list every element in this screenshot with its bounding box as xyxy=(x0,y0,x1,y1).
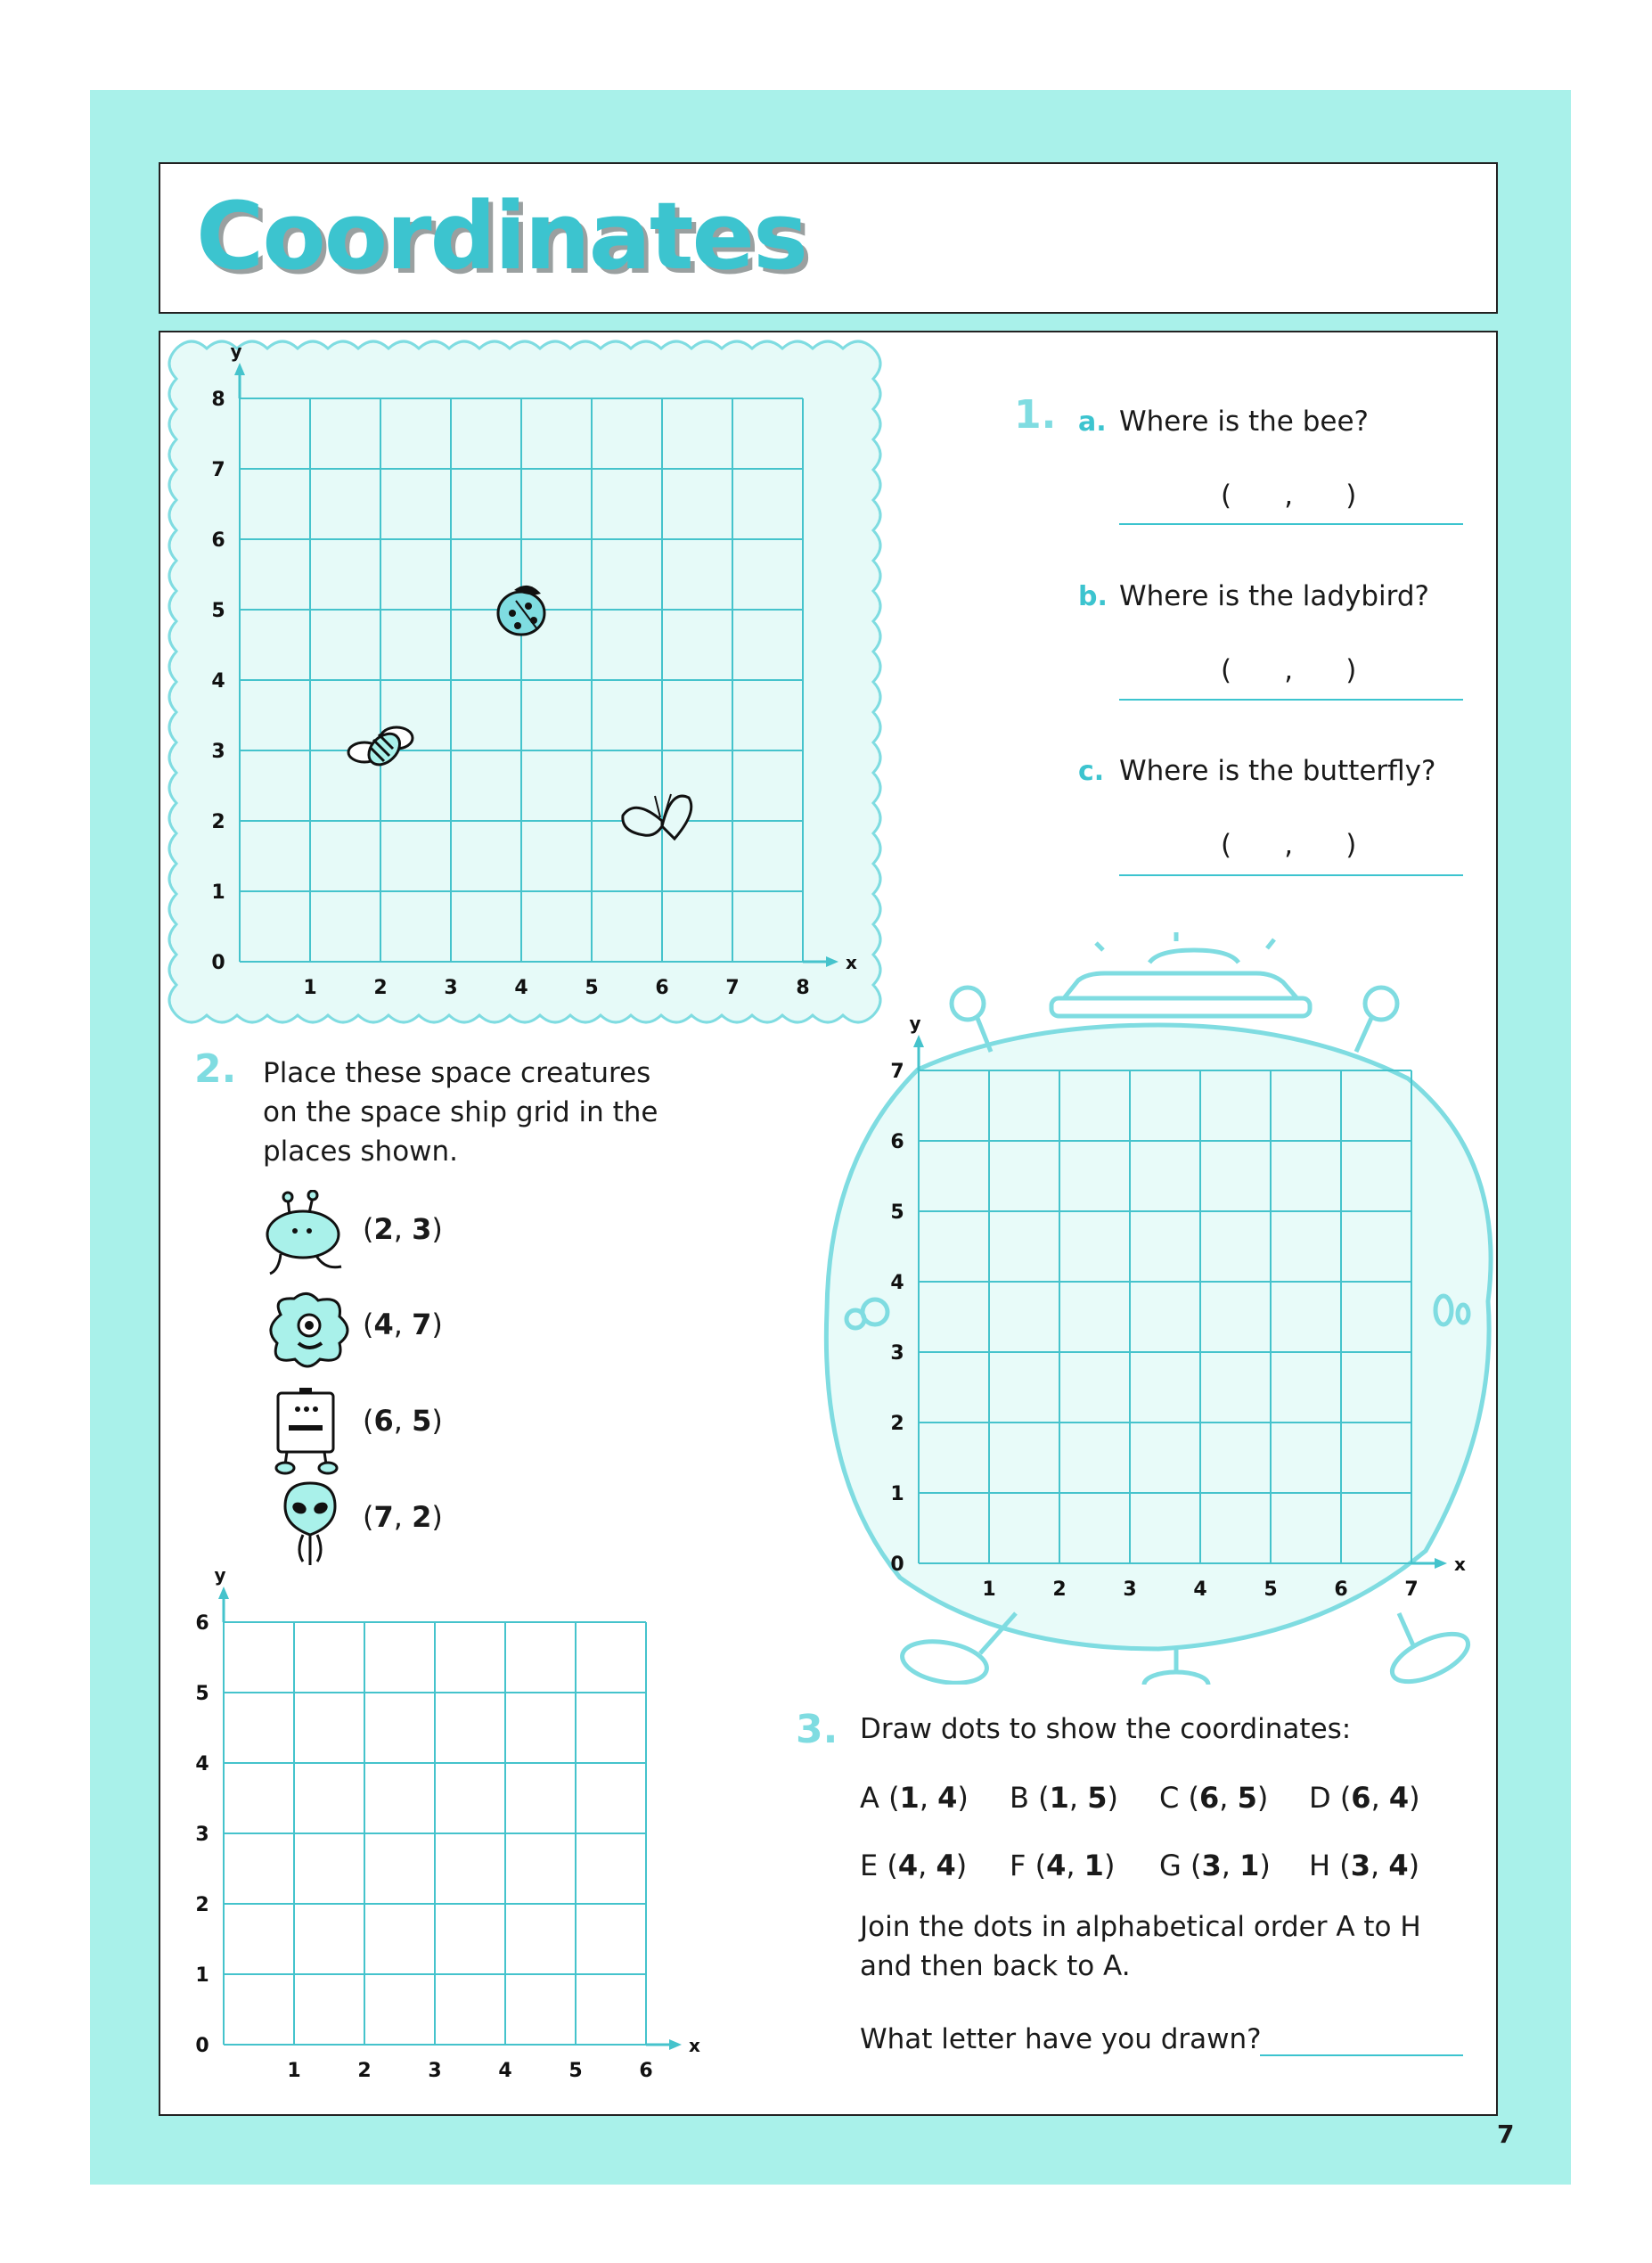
grid2-x-arrow xyxy=(1435,1558,1447,1569)
title-box xyxy=(159,162,1498,314)
grid2-x-tick: 7 xyxy=(1404,1578,1419,1601)
grid3-x-arrow xyxy=(669,2039,682,2050)
grid3-y-tick: 1 xyxy=(195,1964,209,1987)
q2-text-line3: places shown. xyxy=(263,1136,459,1168)
grid2-y-tick: 7 xyxy=(890,1061,904,1083)
q1c-answer: ( , ) xyxy=(1221,829,1357,861)
grid1-y-tick: 1 xyxy=(211,881,225,904)
grid1-x-label: x xyxy=(846,952,857,973)
grid3-y-tick: 2 xyxy=(195,1894,209,1916)
grid3-panel xyxy=(169,1551,722,2086)
q3-point-a: A (1, 4) xyxy=(860,1781,969,1815)
creature2-coord: (4, 7) xyxy=(363,1308,443,1341)
spaceship-drawing xyxy=(826,932,1491,1685)
grid1-origin: 0 xyxy=(211,952,225,974)
grid3-origin: 0 xyxy=(195,2035,209,2057)
q3-join-line1: Join the dots in alphabetical order A to H xyxy=(860,1911,1421,1943)
grid3-x-tick: 4 xyxy=(498,2060,512,2082)
grid1-y-tick: 4 xyxy=(211,670,225,693)
grid3-x-tick: 3 xyxy=(428,2060,442,2082)
q3-question: What letter have you drawn? xyxy=(860,2023,1262,2055)
spaceship-panel xyxy=(802,927,1506,1685)
grid3-x-tick: 2 xyxy=(357,2060,372,2082)
q3-point-g: G (3, 1) xyxy=(1159,1849,1271,1882)
grid1-y-tick: 2 xyxy=(211,811,225,833)
grid1-x-tick: 6 xyxy=(655,977,669,999)
q2-text-line2: on the space ship grid in the xyxy=(263,1096,658,1128)
q1a-answer: ( , ) xyxy=(1221,480,1357,512)
grid2-y-tick: 4 xyxy=(890,1272,904,1294)
grid1-y-tick: 5 xyxy=(211,600,225,622)
grid3 xyxy=(195,1564,700,2082)
page-title: Coordinates xyxy=(196,182,806,291)
grid3-y-label: y xyxy=(214,1564,226,1586)
q2-text-line1: Place these space creatures xyxy=(263,1057,651,1089)
q1b-answer-line[interactable] xyxy=(1119,699,1463,701)
grid2-y-tick: 5 xyxy=(890,1201,904,1224)
q1a-answer-line[interactable] xyxy=(1119,523,1463,525)
q1c-answer-line[interactable] xyxy=(1119,874,1463,876)
q1b-letter: b. xyxy=(1078,581,1108,612)
q3-point-c: C (6, 5) xyxy=(1159,1781,1269,1815)
grid1-y-tick: 3 xyxy=(211,741,225,763)
grid3-x-tick: 1 xyxy=(287,2060,301,2082)
grid3-x-tick: 5 xyxy=(568,2060,583,2082)
q3-point-e: E (4, 4) xyxy=(860,1849,968,1882)
grid1-y-tick: 6 xyxy=(211,529,225,552)
grid2-x-tick: 5 xyxy=(1264,1578,1278,1601)
creature3-coord: (6, 5) xyxy=(363,1404,443,1438)
grid2-x-tick: 6 xyxy=(1334,1578,1348,1601)
grid2-x-tick: 2 xyxy=(1052,1578,1067,1601)
q1c-letter: c. xyxy=(1078,756,1105,787)
ladybird-spot xyxy=(530,617,537,624)
grid3-y-tick: 3 xyxy=(195,1824,209,1846)
grid3-y-tick: 6 xyxy=(195,1612,209,1635)
ladybird-spot xyxy=(514,622,521,629)
q3-instruction: Draw dots to show the coordinates: xyxy=(860,1713,1352,1745)
robot-alien-icon xyxy=(267,1386,365,1484)
q3-point-f: F (4, 1) xyxy=(1010,1849,1116,1882)
grid2-origin: 0 xyxy=(890,1554,904,1576)
q1-number: 1. xyxy=(1014,392,1057,438)
grid2-y-arrow xyxy=(913,1035,924,1047)
grid2-x-label: x xyxy=(1454,1554,1466,1575)
grid2-y-tick: 3 xyxy=(890,1342,904,1365)
creature4-coord: (7, 2) xyxy=(363,1500,443,1534)
grid3-x-label: x xyxy=(689,2035,700,2056)
grid1-x-tick: 3 xyxy=(444,977,458,999)
grid1-y-tick: 7 xyxy=(211,459,225,481)
q3-point-d: D (6, 4) xyxy=(1309,1781,1420,1815)
grid1-x-tick: 4 xyxy=(514,977,528,999)
grid2-y-tick: 2 xyxy=(890,1413,904,1435)
q3-number: 3. xyxy=(796,1707,838,1752)
q3-point-h: H (3, 4) xyxy=(1309,1849,1420,1882)
q3-answer-line[interactable] xyxy=(1260,2054,1463,2056)
q2-number: 2. xyxy=(194,1046,237,1092)
grid2-x-tick: 3 xyxy=(1123,1578,1137,1601)
grid1-x-tick: 2 xyxy=(373,977,388,999)
q3-point-b: B (1, 5) xyxy=(1010,1781,1118,1815)
creature1-coord: (2, 3) xyxy=(363,1212,443,1246)
grid1-y-label: y xyxy=(230,340,242,362)
grid1-x-tick: 1 xyxy=(303,977,317,999)
grid2-y-label: y xyxy=(909,1013,921,1034)
grid1 xyxy=(169,340,880,1022)
grid3-y-arrow xyxy=(218,1587,229,1599)
grid1-y-tick: 8 xyxy=(211,389,225,411)
grid1-x-tick: 5 xyxy=(585,977,599,999)
q1a-text: Where is the bee? xyxy=(1119,406,1369,438)
ladybird-spot xyxy=(509,610,516,617)
grid3-x-tick: 6 xyxy=(639,2060,653,2082)
q1b-text: Where is the ladybird? xyxy=(1119,580,1429,612)
grid1-x-tick: 8 xyxy=(796,977,810,999)
grid2-y-tick: 6 xyxy=(890,1131,904,1153)
cyclops-alien-icon xyxy=(263,1288,370,1377)
grid1-x-tick: 7 xyxy=(725,977,740,999)
q1a-letter: a. xyxy=(1078,406,1107,438)
grid2-x-tick: 4 xyxy=(1193,1578,1207,1601)
ladybird-spot xyxy=(525,603,532,610)
blob-alien-icon xyxy=(263,1190,370,1288)
page-number: 7 xyxy=(1497,2120,1515,2149)
grid2-x-tick: 1 xyxy=(982,1578,996,1601)
q3-join-line2: and then back to A. xyxy=(860,1950,1131,1982)
grid2-y-tick: 1 xyxy=(890,1483,904,1505)
grid3-y-tick: 4 xyxy=(195,1753,209,1775)
grid3-y-tick: 5 xyxy=(195,1683,209,1705)
garden-background xyxy=(169,341,880,1022)
q1b-answer: ( , ) xyxy=(1221,654,1357,686)
q1c-text: Where is the butterfly? xyxy=(1119,755,1436,787)
